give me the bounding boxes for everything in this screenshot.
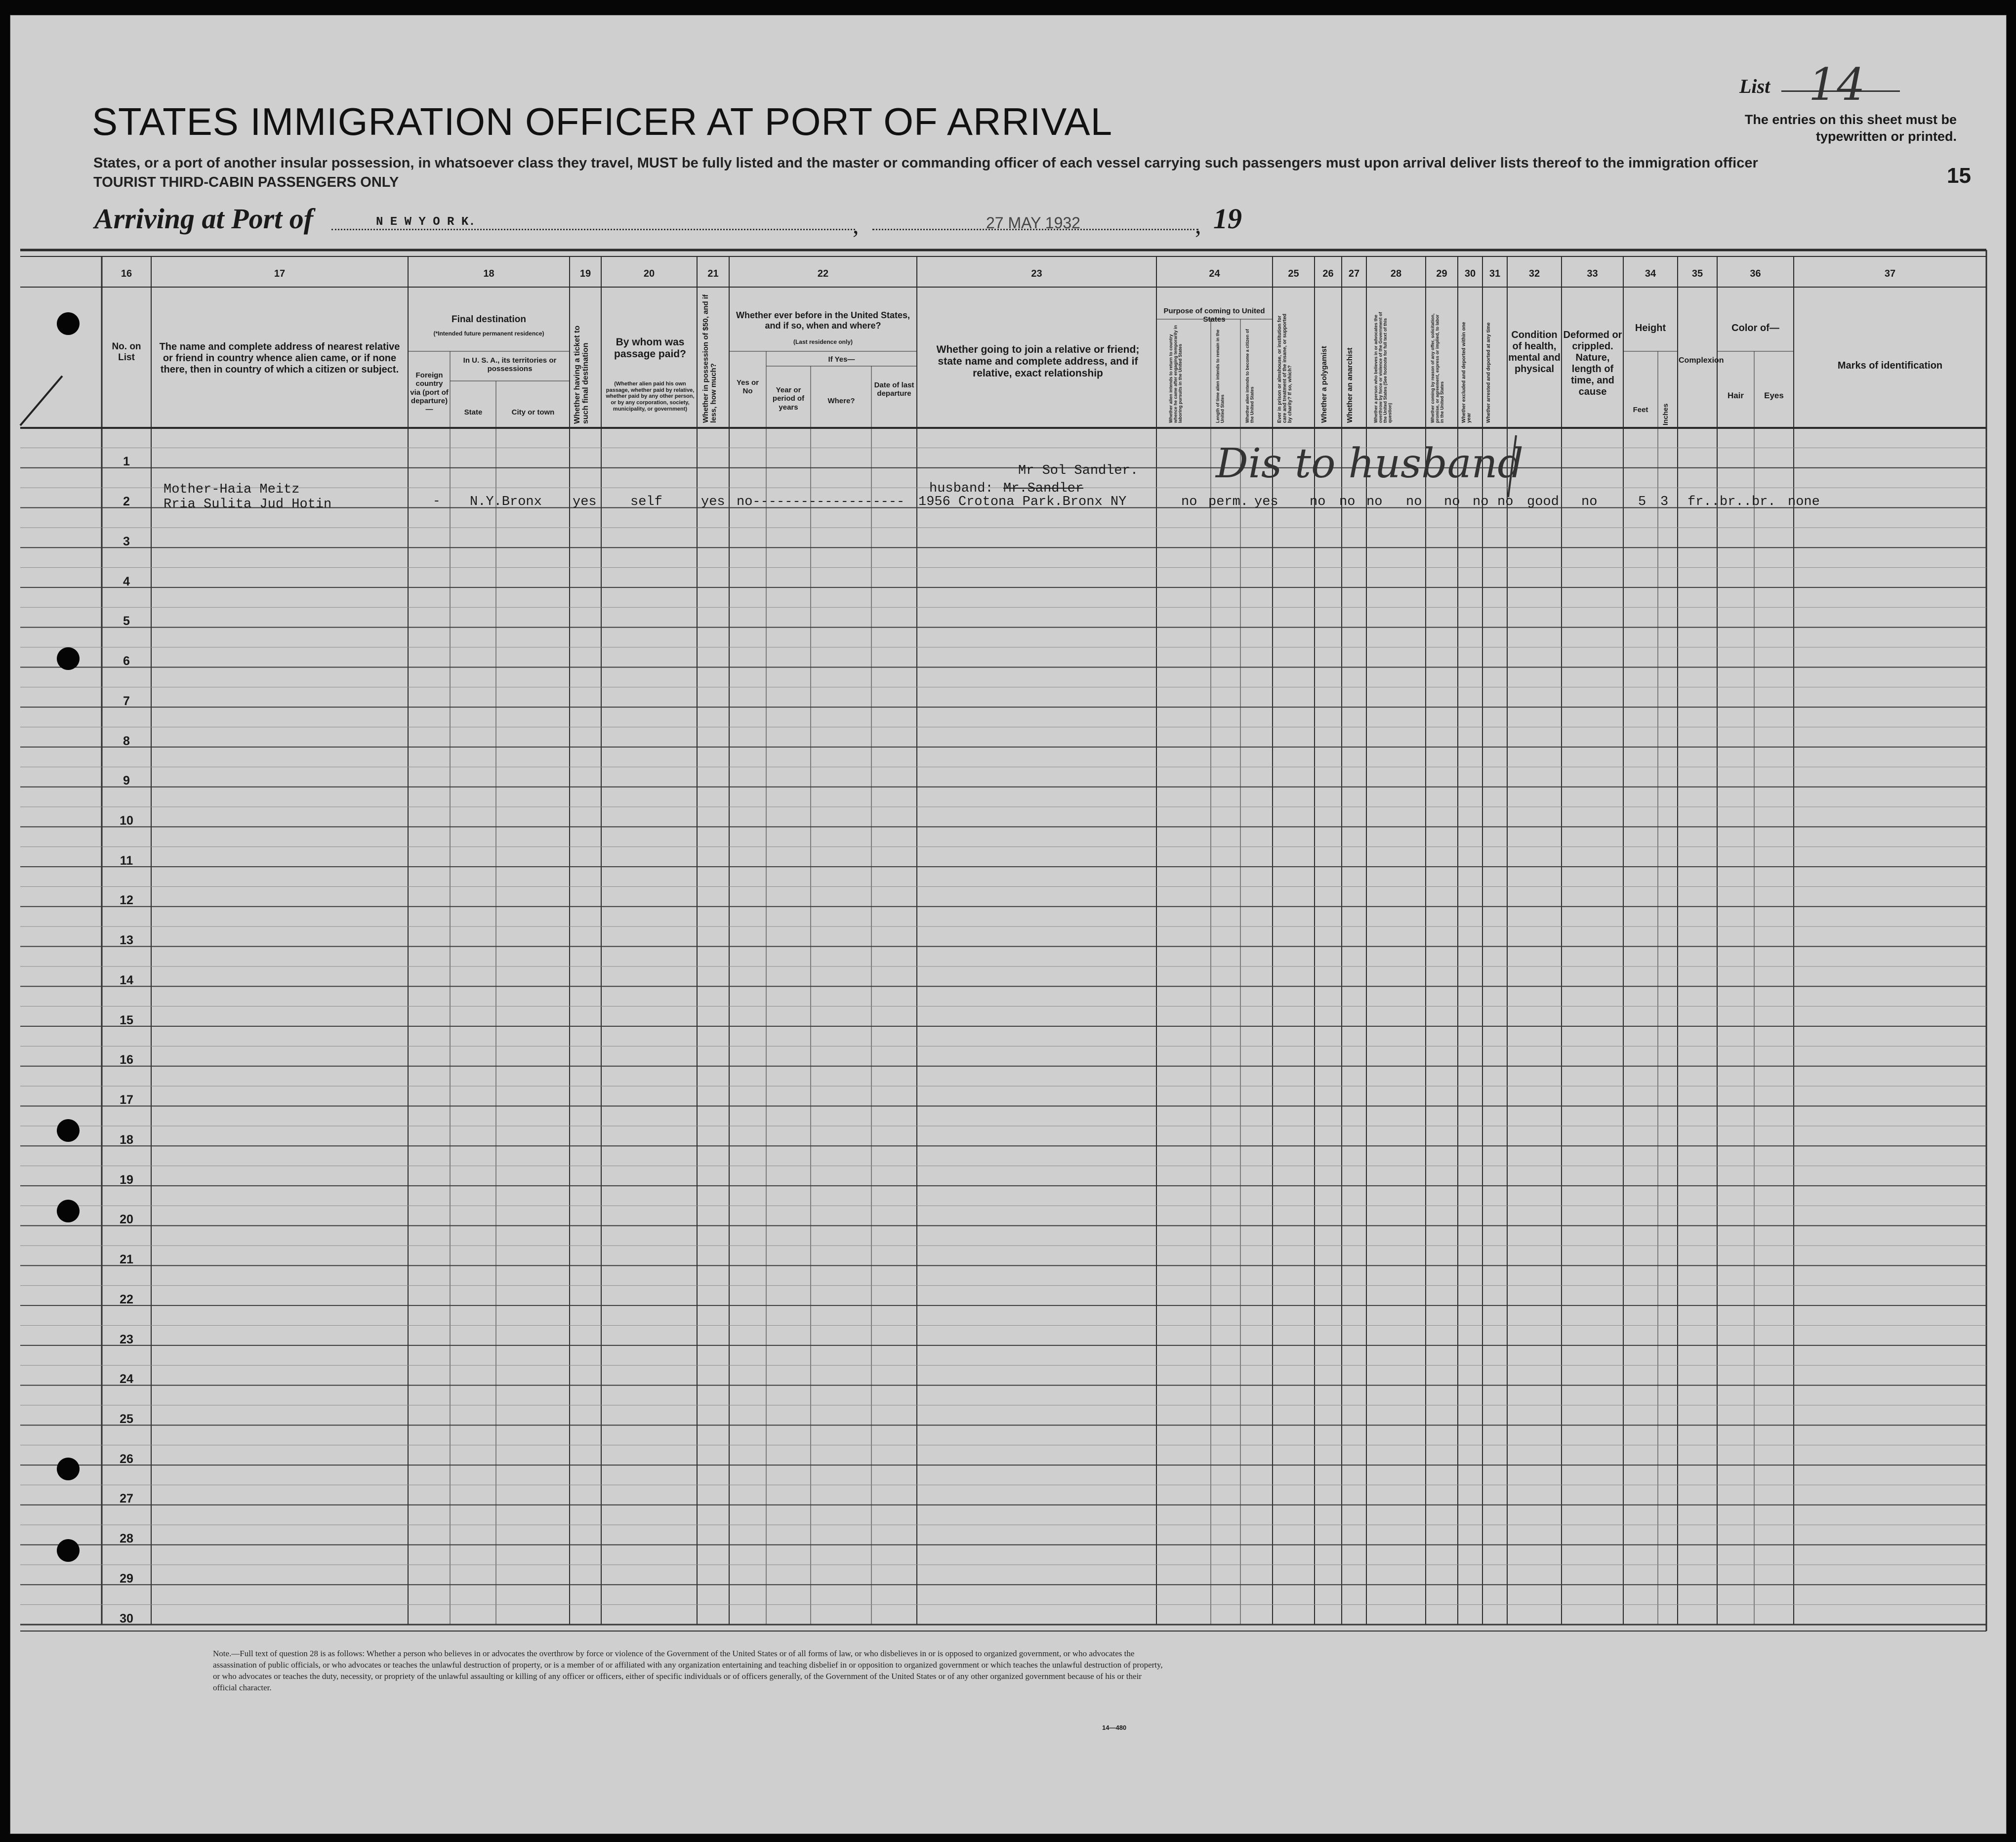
row-number: 2	[123, 495, 130, 509]
handwritten-stroke	[1502, 433, 1522, 502]
entry-purpose-length: perm.	[1208, 495, 1249, 509]
col-num-25: 25	[1288, 268, 1299, 279]
col-num-19: 19	[579, 268, 591, 279]
row-number: 17	[120, 1093, 133, 1107]
col-num-32: 32	[1528, 268, 1540, 279]
row-number: 28	[120, 1532, 133, 1546]
hdr-purpose-citizen: Whether alien intends to become a citizen of the United States	[1245, 329, 1255, 423]
year-prefix: 19	[1213, 203, 1242, 235]
entry-health: good	[1527, 495, 1559, 509]
hdr-city-or-town: City or town	[511, 408, 555, 417]
col-num-30: 30	[1464, 268, 1476, 279]
col-num-23: 23	[1031, 268, 1042, 279]
hdr-passage-paid: By whom was passage paid?	[614, 336, 686, 360]
table-grid	[10, 15, 2006, 1834]
hdr-feet: Feet	[1633, 406, 1648, 414]
row-number: 3	[123, 534, 130, 548]
entry-marks: none	[1788, 495, 1820, 509]
date-comma: ,	[1195, 211, 1201, 239]
hdr-q28: Whether a person who believes in or advocates the overthrow by force or violence of the Government of the United States (See footnote for full text of this question)	[1373, 312, 1393, 423]
hdr-arrested: Whether arrested and deported at any time	[1486, 322, 1491, 423]
entry-c29: no	[1444, 495, 1460, 509]
row-number: 16	[120, 1053, 133, 1067]
hdr-in-usa: In U. S. A., its territories or possessions	[463, 356, 557, 374]
row-number: 6	[123, 654, 130, 669]
hdr-height: Height	[1635, 323, 1666, 334]
entry-join-struck: Mr.Sandler	[1003, 481, 1084, 496]
hdr-inches: Inches	[1661, 403, 1669, 425]
entry-relative-line1: Mother-Haia Meitz	[164, 482, 300, 497]
row-number: 5	[123, 614, 130, 628]
entry-purpose-citizen: yes	[1254, 495, 1278, 509]
hdr-marks: Marks of identification	[1837, 360, 1943, 371]
entry-state-city: N.Y.Bronx	[470, 495, 542, 509]
page-number: 15	[1947, 164, 1971, 188]
col-num-18: 18	[483, 268, 494, 279]
entry-purpose-return: no	[1181, 495, 1197, 509]
hdr-ever-before: Whether ever before in the United States, and if so, when and where?	[736, 310, 910, 331]
hdr-purpose-return: Whether alien intends to return to country whence he came after engaging temporarily in laboring pursuits in the United States	[1168, 325, 1183, 423]
hdr-anarchist: Whether an anarchist	[1346, 347, 1354, 423]
col-num-29: 29	[1436, 268, 1447, 279]
col-num-31: 31	[1489, 268, 1501, 279]
hdr-hair: Hair	[1727, 391, 1744, 400]
entry-relative-line2: Rria Sulita Jud Hotin	[164, 497, 332, 512]
row-number: 8	[123, 734, 130, 748]
port-comma: ,	[853, 211, 859, 239]
row-number: 26	[120, 1452, 133, 1466]
punch-hole	[57, 1200, 80, 1222]
hdr-going-to-join: Whether going to join a relative or friend; state name and complete address, and if relative, exact relationship	[936, 344, 1140, 379]
date-stamp: 27 MAY 1932	[986, 214, 1080, 232]
hdr-passage-paid-note: (Whether alien paid his own passage, whether paid by relative, whether paid by any other person, or by any corporation, society, municipality, or government)	[606, 381, 695, 412]
col-num-28: 28	[1390, 268, 1402, 279]
hdr-eyes: Eyes	[1764, 391, 1784, 400]
hdr-if-yes: If Yes—	[828, 355, 855, 364]
col-num-21: 21	[707, 268, 719, 279]
entry-foreign-via: -	[433, 494, 441, 508]
list-label: List	[1739, 75, 1770, 97]
col-num-24: 24	[1209, 268, 1220, 279]
hdr-prison: Ever in prison or almshouse, or institution for care and treatment of the insane, or supported by charity? If so, which?	[1277, 313, 1293, 423]
col-num-22: 22	[817, 268, 829, 279]
hdr-polygamist: Whether a polygamist	[1320, 346, 1328, 423]
entry-c26: no	[1339, 495, 1356, 509]
col-num-17: 17	[274, 268, 286, 279]
entry-passage-paid: self	[630, 495, 662, 509]
row-number: 21	[120, 1253, 133, 1267]
col-num-16: 16	[121, 268, 132, 279]
row-number: 13	[120, 933, 133, 948]
row-number: 27	[120, 1492, 133, 1506]
hdr-state: State	[464, 408, 483, 417]
col-num-36: 36	[1750, 268, 1761, 279]
hdr-date-last-departure: Date of last departure	[874, 381, 914, 398]
row-number: 19	[120, 1172, 133, 1187]
row-number: 1	[123, 455, 130, 469]
hdr-ticket: Whether having a ticket to such final destination	[573, 325, 590, 424]
row-number: 14	[120, 973, 133, 987]
hdr-excluded: Whether excluded and deported within one year	[1461, 322, 1472, 423]
hdr-last-residence: (Last residence only)	[793, 338, 853, 345]
hdr-year-period: Year or period of years	[772, 386, 805, 412]
hdr-purpose: Purpose of coming to United States	[1163, 307, 1265, 324]
sheet-instruction: The entries on this sheet must be typewritten or printed.	[1744, 112, 1957, 144]
entry-join-address: 1956 Crotona Park.Bronx NY	[918, 495, 1127, 509]
manifest-sheet	[10, 15, 2007, 1834]
row-number: 12	[120, 893, 133, 908]
footnote-question-28: Note.—Full text of question 28 is as follows: Whether a person who believes in or advocates the overthrow by force or violence of the Government of the United States or of all forms of law, or who disbelieves in or is opposed to organized government, or who advocates the assassination of public officials, or who advocates or teaches the unlawful destruction of property, or is a member of or affiliated with any organization entertaining and teaching disbelief in or opposition to organized government or which teaches the unlawful destruction of property, or who advocates or teaches the duty, necessity, or propriety of the unlawful assaulting or killing of any officer or officers, either of specific individuals or of officers generally, of the Government of the United States or of any other organized government because of his or their official character.	[213, 1649, 1163, 1692]
hdr-possession-50: Whether in possession of $50, and if less, how much?	[701, 294, 718, 423]
hdr-purpose-length: Length of time alien intends to remain in the United States	[1215, 329, 1225, 423]
entry-deformed: no	[1581, 495, 1598, 509]
row-number: 20	[120, 1213, 133, 1227]
punch-hole	[57, 647, 80, 670]
hdr-where: Where?	[827, 397, 855, 405]
row-number: 25	[120, 1412, 133, 1426]
entry-c25: no	[1310, 495, 1326, 509]
row-number: 4	[123, 574, 130, 588]
col-num-20: 20	[643, 268, 655, 279]
entry-join-prefix: husband:	[929, 481, 993, 496]
hdr-offer-labor: Whether coming by reason of any offer, solicitation, promise, or agreement, express or implied, to labor in the United States	[1430, 313, 1444, 423]
row-number: 23	[120, 1332, 133, 1346]
hdr-health: Condition of health, mental and physical	[1508, 330, 1561, 375]
row-number: 7	[123, 694, 130, 708]
row-number: 22	[120, 1292, 133, 1306]
entry-c30: no	[1473, 495, 1489, 509]
arriving-label: Arriving at Port of	[94, 203, 314, 235]
hdr-relative: The name and complete address of nearest relative or friend in country whence alien came, or if none there, then in country of which a citizen or subject.	[159, 341, 400, 375]
punch-hole	[57, 312, 80, 335]
col-num-37: 37	[1884, 268, 1896, 279]
entry-ticket: yes	[573, 495, 597, 509]
hdr-final-destination: Final destination	[452, 314, 526, 325]
row-number: 11	[120, 853, 133, 868]
hdr-deformed: Deformed or crippled. Nature, length of time, and cause	[1563, 330, 1622, 397]
list-number: 14	[1809, 59, 1865, 111]
entry-c27: no	[1366, 495, 1383, 509]
row-number: 30	[120, 1611, 133, 1626]
hdr-color-of: Color of—	[1731, 323, 1779, 334]
entry-before-in-us: no-------------------	[737, 495, 905, 509]
col-num-27: 27	[1348, 268, 1360, 279]
hdr-final-destination-note: (*Intended future permanent residence)	[433, 330, 544, 337]
punch-hole	[57, 1458, 80, 1480]
entry-c31: no	[1497, 495, 1514, 509]
passenger-class: TOURIST THIRD-CABIN PASSENGERS ONLY	[93, 174, 399, 190]
hdr-foreign-country: Foreign country via (port of departure)—	[410, 371, 449, 414]
col-num-34: 34	[1645, 268, 1656, 279]
entry-feet: 5	[1638, 495, 1646, 509]
row-number: 24	[120, 1372, 133, 1386]
entry-c28: no	[1406, 495, 1422, 509]
form-number: 14—480	[1102, 1724, 1127, 1731]
punch-hole	[57, 1119, 80, 1142]
hdr-complexion: Complexion	[1679, 356, 1724, 365]
entry-eyes: br.	[1752, 495, 1776, 509]
col-num-33: 33	[1587, 268, 1598, 279]
row-number: 9	[123, 774, 130, 788]
page-title: STATES IMMIGRATION OFFICER AT PORT OF ARRIVAL	[92, 100, 1113, 143]
port-value: N E W Y O R K.	[376, 215, 476, 229]
page-subtitle: States, or a port of another insular possession, in whatsoever class they travel, MUST be fully listed and the master or commanding officer of each vessel carrying such passengers must upon arrival deliver lists thereof to the immigration officer	[93, 155, 1758, 171]
entry-join-added: Mr Sol Sandler.	[1018, 463, 1139, 478]
row-number: 10	[120, 813, 133, 828]
entry-inches: 3	[1660, 495, 1669, 509]
entry-complexion: fr..	[1687, 495, 1720, 509]
row-number: 18	[120, 1132, 133, 1147]
handwritten-annotation: Dis to husband	[1216, 440, 1523, 487]
hdr-yes-or-no: Yes or No	[736, 378, 759, 396]
row-number: 15	[120, 1013, 133, 1027]
hdr-no-on-list: No. on List	[112, 341, 141, 363]
row-number: 29	[120, 1571, 133, 1586]
entry-has-50: yes	[701, 495, 725, 509]
punch-hole	[57, 1539, 80, 1562]
margin-slash-mark	[15, 371, 70, 430]
entry-hair: br..	[1720, 495, 1752, 509]
col-num-35: 35	[1691, 268, 1703, 279]
col-num-26: 26	[1322, 268, 1334, 279]
